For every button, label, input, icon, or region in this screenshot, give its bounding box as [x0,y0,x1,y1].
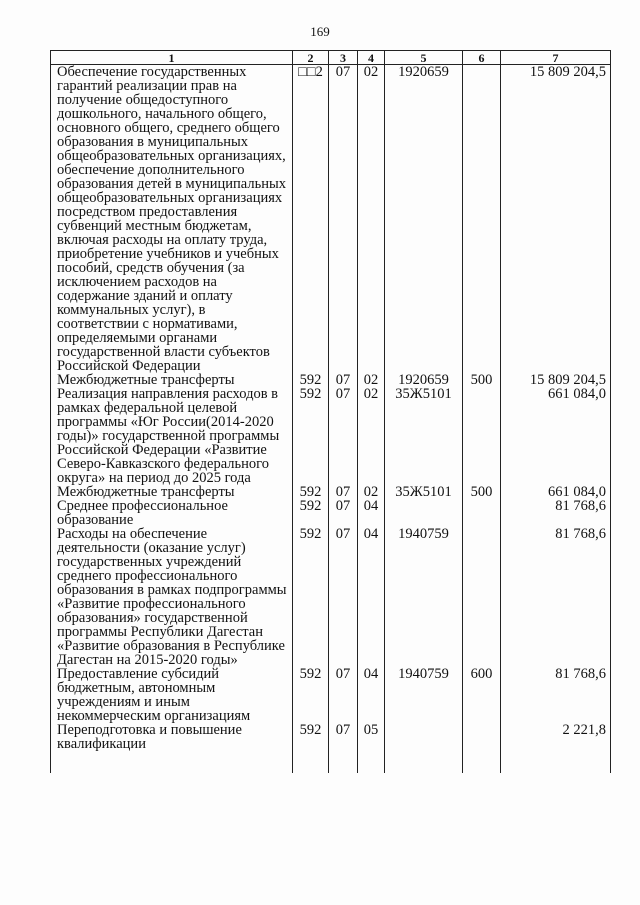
row-section-code: 07 [329,723,358,751]
row-target-item-code [385,723,463,751]
column-header-name: 1 [51,51,293,65]
row-subsection-code: 04 [358,667,385,723]
row-target-item-code: 1940759 [385,667,463,723]
table-row [51,499,611,527]
column-header-target-item: 5 [385,51,463,65]
row-name: Реализация направления расходов в рамках федеральной целевой программы «Юг России(2014-2020 годы)» государственной программы Российской Федерации «Развитие Северо-Кавказского федерального округа» на период до 2025 года [51,387,293,485]
column-header-section: 3 [329,51,358,65]
table-row [51,65,611,374]
row-ministry-code: 592 [293,387,329,485]
row-expense-type-code: 500 [463,485,501,499]
row-section-code: 07 [329,387,358,485]
row-subsection-code: 04 [358,527,385,667]
row-expense-type-code: 600 [463,667,501,723]
row-expense-type-code [463,499,501,527]
page-number: 169 [310,24,330,39]
row-subsection-code: 02 [358,387,385,485]
table-header [51,51,611,65]
row-subsection-code: 02 [358,373,385,387]
row-subsection-code: 04 [358,499,385,527]
table-row-continuation [51,751,611,773]
budget-table [50,50,611,773]
row-name: Межбюджетные трансферты [51,485,293,499]
table-row [51,667,611,723]
row-amount: 81 768,6 [501,667,611,723]
row-target-item-code: 35Ж5101 [385,485,463,499]
row-amount: 661 084,0 [501,387,611,485]
row-name: Расходы на обеспечение деятельности (оказание услуг) государственных учреждений среднего профессионального образования в рамках подпрограммы «Развитие профессионального образования» государственной программы Республики Дагестан «Развитие образования в Республике Дагестан на 2015-2020 годы» [51,527,293,667]
row-amount: 15 809 204,5 [501,373,611,387]
header-row [51,51,611,65]
table-row [51,485,611,499]
row-expense-type-code [463,65,501,374]
column-header-subsection: 4 [358,51,385,65]
row-name: Предоставление субсидий бюджетным, автономным учреждениям и иным некоммерческим организациям [51,667,293,723]
row-amount: 661 084,0 [501,485,611,499]
row-name: Переподготовка и повышение квалификации [51,723,293,751]
row-subsection-code: 02 [358,485,385,499]
row-target-item-code: 1920659 [385,65,463,374]
table-row [51,527,611,667]
row-amount: 2 221,8 [501,723,611,751]
table-row [51,723,611,751]
row-target-item-code [385,499,463,527]
row-section-code: 07 [329,499,358,527]
row-subsection-code: 05 [358,723,385,751]
row-ministry-code: 592 [293,373,329,387]
row-target-item-code: 1920659 [385,373,463,387]
row-ministry-code: □□2 [293,65,329,374]
row-section-code: 07 [329,373,358,387]
row-target-item-code: 35Ж5101 [385,387,463,485]
row-ministry-code: 592 [293,527,329,667]
row-amount: 81 768,6 [501,499,611,527]
column-header-ministry: 2 [293,51,329,65]
row-name: Обеспечение государственных гарантий реализации прав на получение общедоступного дошкольного, начального общего, основного общего, среднего общего образования в муниципальных общеобразовательных организациях, обеспечение дополнительного образования детей в муниципальных общеобразовательных организациях посредством предоставления субвенций местным бюджетам, включая расходы на оплату труда, приобретение учебников и учебных пособий, средств обучения (за исключением расходов на содержание зданий и оплату коммунальных услуг), в соответствии с нормативами, определяемыми органами государственной власти субъектов Российской Федерации [51,65,293,374]
row-ministry-code: 592 [293,499,329,527]
table-row [51,387,611,485]
row-expense-type-code [463,387,501,485]
row-name: Среднее профессиональное образование [51,499,293,527]
row-ministry-code: 592 [293,723,329,751]
row-amount: 81 768,6 [501,527,611,667]
row-section-code: 07 [329,485,358,499]
row-amount: 15 809 204,5 [501,65,611,374]
row-name: Межбюджетные трансферты [51,373,293,387]
row-section-code: 07 [329,667,358,723]
row-expense-type-code [463,527,501,667]
row-expense-type-code [463,723,501,751]
column-header-expense-type: 6 [463,51,501,65]
row-ministry-code: 592 [293,667,329,723]
table-row [51,373,611,387]
row-expense-type-code: 500 [463,373,501,387]
column-header-amount: 7 [501,51,611,65]
row-subsection-code: 02 [358,65,385,374]
row-section-code: 07 [329,65,358,374]
table-body [51,65,611,774]
row-ministry-code: 592 [293,485,329,499]
row-section-code: 07 [329,527,358,667]
row-target-item-code: 1940759 [385,527,463,667]
